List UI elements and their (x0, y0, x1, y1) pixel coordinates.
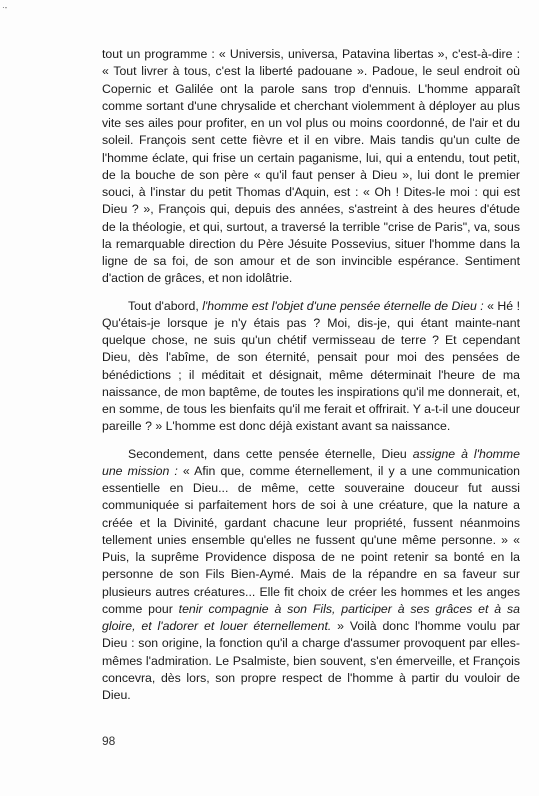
page-number: 98 (102, 734, 116, 748)
paragraph-2-text-b: « Hé ! Qu'étais-je lorsque je n'y étais pas ? Moi, dis-je, qui étant mainte-nant quelque chose, ne suis qu'un chétif vermisseau de terre ? Et cependant Dieu, dès l'abîme, de son éternité, pensait pour moi des pensées de bénédictions ; il méditait et désignait, même déterminait l'heure de ma naissance, de mon baptême, de toutes les inspirations qu'il me donnerait, et, en somme, de tous les bienfaits qu'il me ferait et offrirait. Y a-t-il une douceur pareille ? » L'homme est donc déjà existant avant sa naissance. (102, 298, 520, 434)
paragraph-3 (102, 446, 520, 705)
body-text (102, 46, 520, 704)
paragraph-2 (102, 298, 520, 436)
paragraph-1 (102, 46, 520, 288)
scan-corner-mark: ·- (2, 3, 8, 12)
paragraph-2-italic: l'homme est l'objet d'une pensée éternelle de Dieu : (202, 298, 484, 313)
paragraph-1-text: tout un programme : « Universis, universa, Patavina libertas », c'est-à-dire : « Tout livrer à tous, c'est la liberté padouane ». Padoue, le seul endroit où Copernic et Galilée ont la parole sans trop d'ennuis. L'homme apparaît comme sortant d'une chrysalide et cherchant violemment à déployer au plus vite ses ailes pour profiter, en un vol plus ou moins coordonné, de l'air et du soleil. François sent cette fièvre et il en vibre. Mais tandis qu'un culte de l'homme éclate, qui frise un certain paganisme, lui, qui a entendu, tout petit, de la bouche de son père « qu'il faut penser à Dieu », lui dont le premier souci, à l'instar du petit Thomas d'Aquin, est : « Oh ! Dites-le moi : qui est Dieu ? », François qui, depuis des années, s'astreint à des heures d'étude de la théologie, et qui, surtout, a traversé la terrible "crise de Paris", va, sous la remarquable direction du Père Jésuite Possevius, situer l'homme dans la ligne de sa foi, de son amour et de son invincible espérance. Sentiment d'action de grâces, et non idolâtrie. (102, 47, 520, 286)
paragraph-3-italic-a: assigne à l'homme une mission : (102, 446, 521, 478)
paragraph-3-text-a: Secondement, dans cette pensée éternelle, Dieu (128, 446, 413, 461)
paragraph-3-text-c: » Voilà donc l'homme voulu par Dieu : son origine, la fonction qu'il a charge d'assumer provoquent par elles-mêmes l'admiration. Le Psalmiste, bien souvent, s'en émerveille, et François concevra, dès lors, son propre respect de l'homme à partir du vouloir de Dieu. (102, 619, 520, 702)
paragraph-3-italic-b: tenir compagnie à son Fils, participer à ses grâces et à sa gloire, et l'adorer et louer éternellement. (102, 601, 520, 633)
paragraph-3-text-b: « Afin que, comme éternellement, il y a une communication essentielle en Dieu... de même, cette souveraine douceur fut aussi communiquée si parfaitement hors de soi à une créature, que la nature a créée et la Divinité, gardant chacune leur propriété, fussent néanmoins tellement unies ensemble qu'elles ne fussent qu'une même personne. » « Puis, la suprême Providence disposa de ne point retenir sa bonté en la personne de son Fils Bien-Aymé. Mais de la répandre en sa faveur sur plusieurs autres créatures... Elle fit choix de créer les hommes et les anges comme pour (102, 463, 521, 616)
paragraph-2-text-a: Tout d'abord, (128, 298, 203, 313)
